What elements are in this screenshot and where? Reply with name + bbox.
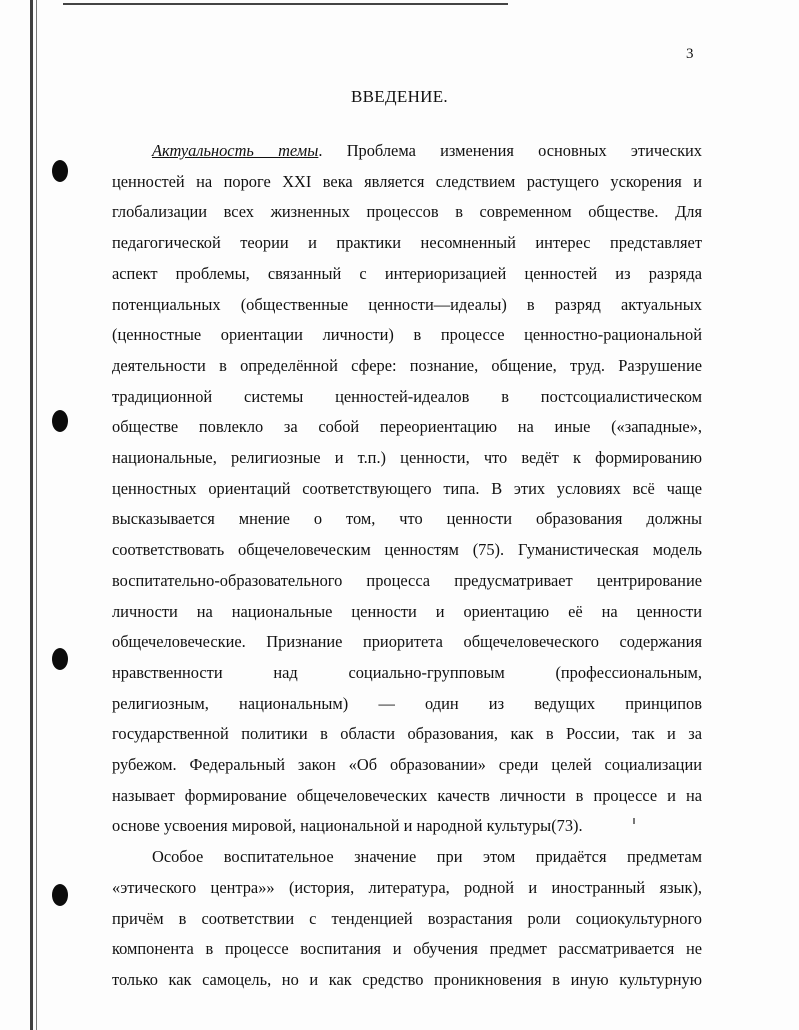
scan-top-edge [63,3,508,5]
paragraph-2-line: причём в соответствии с тенденцией возрастания роли социокультурного [112,908,702,928]
paragraph-1-line: традиционной системы ценностей-идеалов в постсоциалистическом [112,386,702,406]
paragraph-1-line: соответствовать общечеловеческим ценностям (75). Гуманистическая модель [112,540,702,560]
paragraph-1-line: глобализации всех жизненных процессов в современном обществе. Для [112,202,702,222]
paragraph-1-line: государственной политики в области образования, как в России, так и за [112,724,702,744]
paragraph-1-line: ценностных ориентаций соответствующего типа. В этих условиях всё чаще [112,478,702,498]
paragraph-2-line: «этического центра»» (история, литература, родной и иностранный язык), [112,877,702,897]
paragraph-1-line: общечеловеческие. Признание приоритета общечеловеческого содержания [112,632,702,652]
punch-hole [52,410,68,432]
lead-term: Актуальность темы [152,141,319,160]
paragraph-1-line: религиозным, национальным) — один из ведущих принципов [112,693,702,713]
paragraph-1-line: национальные, религиозные и т.п.) ценности, что ведёт к формированию [112,448,702,468]
paragraph-2-line: Особое воспитательное значение при этом придаётся предметам [152,847,702,867]
paragraph-2-line: только как самоцель, но и как средство проникновения в иную культурную [112,969,702,989]
paragraph-1-line: обществе повлекло за собой переориентацию на иные («западные», [112,417,702,437]
paragraph-1-line: основе усвоения мировой, национальной и народной культуры(73). [112,816,583,836]
paragraph-1-line: потенциальных (общественные ценности—идеалы) в разряд актуальных [112,294,702,314]
scan-speck [633,818,635,824]
paragraph-1-line: воспитательно-образовательного процесса предусматривает центрирование [112,570,702,590]
paragraph-1-line: (ценностные ориентации личности) в процессе ценностно-рациональной [112,325,702,345]
paragraph-1-line: деятельности в определённой сфере: познание, общение, труд. Разрушение [112,355,702,375]
paragraph-1-line: педагогической теории и практики несомненный интерес представляет [112,233,702,253]
paragraph-1-line: рубежом. Федеральный закон «Об образовании» среди целей социализации [112,755,702,775]
page-number: 3 [686,46,694,62]
paragraph-1-line: называет формирование общечеловеческих качеств личности в процессе и на [112,785,702,805]
paragraph-2-line: компонента в процессе воспитания и обучения предмет рассматривается не [112,939,702,959]
punch-hole [52,884,68,906]
page-title: ВВЕДЕНИЕ. [351,87,448,106]
paragraph-1-line: ценностей на пороге XXI века является следствием растущего ускорения и [112,171,702,191]
paragraph-1-line: личности на национальные ценности и ориентацию её на ценности [112,601,702,621]
paragraph-1-line: нравственности над социально-групповым (профессиональным, [112,662,702,682]
body-text [112,136,702,996]
paragraph-1-line: аспект проблемы, связанный с интериоризацией ценностей из разряда [112,263,702,283]
scan-binding-edge [30,0,40,1030]
paragraph-1-line: высказывается мнение о том, что ценности образования должны [112,509,702,529]
punch-hole [52,160,68,182]
paragraph-1-line: Актуальность темы. Проблема изменения основных этических [152,141,703,160]
punch-hole [52,648,68,670]
